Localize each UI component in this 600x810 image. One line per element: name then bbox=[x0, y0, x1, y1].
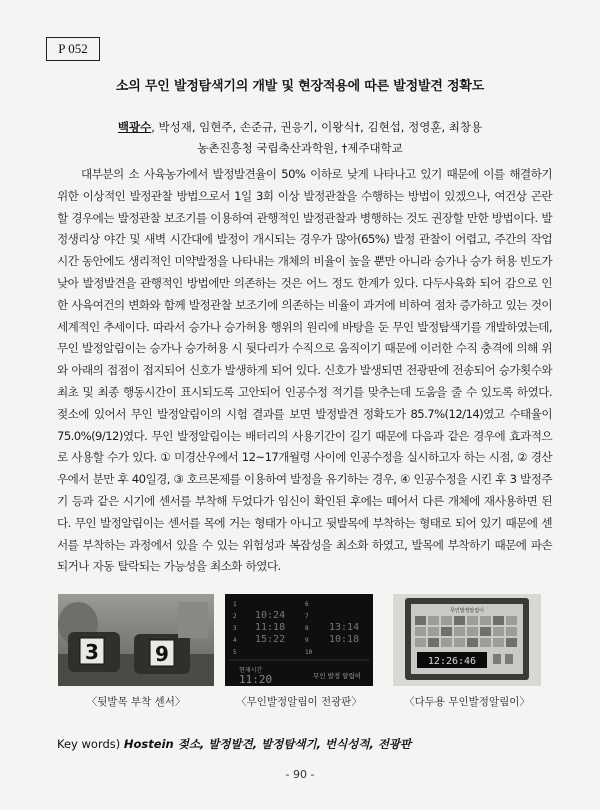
board-row-index: 1 bbox=[233, 601, 237, 608]
monitor-cell bbox=[441, 616, 452, 625]
multi-unit-photo bbox=[393, 594, 541, 686]
board-row-time: 10:24 bbox=[255, 610, 286, 621]
current-time-value: 11:20 bbox=[239, 673, 273, 686]
monitor-cell bbox=[506, 627, 517, 636]
board-row-index: 6 bbox=[305, 601, 309, 608]
paper-title: 소의 무인 발정탐색기의 개발 및 현장적용에 따른 발정발견 정확도 bbox=[115, 79, 485, 94]
current-time-label: 현재시간 bbox=[239, 667, 263, 674]
monitor-cell bbox=[506, 638, 517, 647]
monitor-cell bbox=[415, 627, 426, 636]
monitor-cell bbox=[428, 616, 439, 625]
monitor-cell bbox=[428, 627, 439, 636]
monitor-cell bbox=[493, 627, 504, 636]
board-row-index: 2 bbox=[233, 613, 237, 620]
board-row-time: 13:14 bbox=[329, 622, 360, 633]
caption-display-board: 〈무인발정알림이 전광판〉 bbox=[236, 696, 362, 708]
abstract-paragraph: 대부분의 소 사육농가에서 발정발견율이 50% 이하로 낮게 나타나고 있기 때문에 이를 해결하기 위한 이상적인 발정관찰 방법으로서 1일 3회 이상 발정관찰을 수행하는 방법이 있겠으나, 여건상 곤란할 경우에는 발정관찰 보조기를 이용하여 관행적인 발정관찰과 병행하는 것도 권장할 만한 방법이다. 발정생리상 야간 및 새벽 시간대에 발정이 개시되는 경우가 많아(65%) 발정 관찰이 어렵고, 주간의 작업시간 동안에도 생리적인 미약발정을 나타내는 개체의 비율이 높을 뿐만 아니라 승가나 승가 허용 빈도가 낮아 발정발견을 관행적인 방법에만 의존하는 것은 어느 정도 한계가 있다. 다두사육화 되어 감으로 인한 사육여건의 변화와 함께 발정관찰 보조기에 의존하는 비율이 과거에 비하여 점차 증가하고 있는 것이 세계적인 추세이다. 따라서 승가나 승가허용 행위의 원리에 바탕을 둔 무인 발정탐색기를 개발하였는데, 무인 발정알림이는 승가나 승가허용 시 뒷다리가 수직으로 움직이기 때문에 이러한 수직 충격에 의해 위와 아래의 접점이 접지되어 신호가 발생하게 되어 있다. 신호가 발생되면 전광판에 전송되어 승가횟수와 최초 및 최종 행동시간이 표시되도록 고안되어 인공수정 적기를 맞추는데 도움을 줄 수 있도록 하였다. 젖소에 있어서 무인 발정알림이의 시험 결과를 보면 발정발견 정확도가 85.7%(12/14)였고 수태율이 75.0%(9/12)였다. 무인 발정알림이는 배터리의 사용기간이 길기 때문에 다음과 같은 경우에 효과적으로 사용할 수가 있다. ① 미경산우에서 12~17개월령 사이에 인공수정을 실시하고자 하는 시점, ② 경산우에서 분만 후 40일경, ③ 호르몬제를 이용하여 발정을 유기하는 경우, ④ 인공수정을 시킨 후 3 발정주기 등과 같은 시기에 센서를 부착해 두었다가 임신이 확인된 후에는 떼어서 다른 개체에 재사용하면 된다. 무인 발정알림이는 센서를 목에 거는 형태가 아니고 뒷발목에 부착하는 형태로 되어 있기 때문에 센서를 부착하는 과정에서 있을 수 있는 위험성과 복잡성을 최소화 하였고, 발목에 부착하기 때문에 파손되거나 자동 탈락되는 가능성을 최소화 하였다. bbox=[57, 167, 553, 574]
board-row-index: 7 bbox=[305, 613, 309, 620]
sensor-photo bbox=[58, 594, 214, 686]
lead-author: 백광수 bbox=[117, 120, 152, 134]
keywords-terms: Hostein 젖소, 발정발견, 발정탐색기, 번식성적, 전광판 bbox=[123, 737, 412, 751]
board-brand-label: 무인 발정 알림이 bbox=[312, 672, 362, 680]
display-board-photo bbox=[225, 594, 373, 686]
board-row-time: 15:22 bbox=[255, 634, 286, 645]
monitor-cell bbox=[467, 638, 478, 647]
board-row-time: 10:18 bbox=[329, 634, 360, 645]
monitor-cell bbox=[493, 638, 504, 647]
monitor-cell bbox=[467, 627, 478, 636]
monitor-cell bbox=[480, 627, 491, 636]
monitor-cell bbox=[428, 638, 439, 647]
multi-unit-clock: 12:26:46 bbox=[427, 656, 477, 667]
board-row-index: 10 bbox=[305, 649, 313, 656]
monitor-cell bbox=[506, 616, 517, 625]
monitor-cell bbox=[480, 616, 491, 625]
author-list bbox=[40, 119, 560, 135]
monitor-cell bbox=[493, 616, 504, 625]
board-row-index: 9 bbox=[305, 637, 309, 644]
affiliation: 농촌진흥청 국립축산과학원, †제주대학교 bbox=[197, 141, 403, 155]
board-row-time: 11:18 bbox=[255, 622, 286, 633]
monitor-cell bbox=[454, 638, 465, 647]
co-authors: , 박성재, 임현주, 손준규, 권응기, 이왕식†, 김현섭, 정영훈, 최창용 bbox=[151, 120, 483, 134]
board-row-index: 5 bbox=[233, 649, 237, 656]
monitor-cell bbox=[454, 616, 465, 625]
monitor-cell bbox=[441, 627, 452, 636]
monitor-cell bbox=[415, 638, 426, 647]
page-number: - 90 - bbox=[285, 768, 315, 781]
sensor-tag-b: 9 bbox=[155, 642, 169, 666]
board-row-index: 8 bbox=[305, 625, 309, 632]
abstract-body bbox=[57, 164, 552, 578]
sensor-tag-a: 3 bbox=[85, 640, 99, 664]
keywords-label: Key words) bbox=[57, 737, 121, 751]
caption-multi-unit: 〈다두용 무인발정알림이〉 bbox=[404, 696, 530, 708]
monitor-cell bbox=[441, 638, 452, 647]
monitor-cell bbox=[480, 638, 491, 647]
keywords bbox=[57, 736, 411, 752]
abstract-code: P 052 bbox=[46, 37, 100, 61]
caption-sensor: 〈뒷발목 부착 센서〉 bbox=[86, 696, 186, 708]
monitor-cell bbox=[467, 616, 478, 625]
monitor-cell bbox=[415, 616, 426, 625]
board-row-index: 3 bbox=[233, 625, 237, 632]
monitor-cell bbox=[454, 627, 465, 636]
board-row-index: 4 bbox=[233, 637, 237, 644]
multi-unit-brand: 무인발정알림이 bbox=[450, 608, 484, 614]
